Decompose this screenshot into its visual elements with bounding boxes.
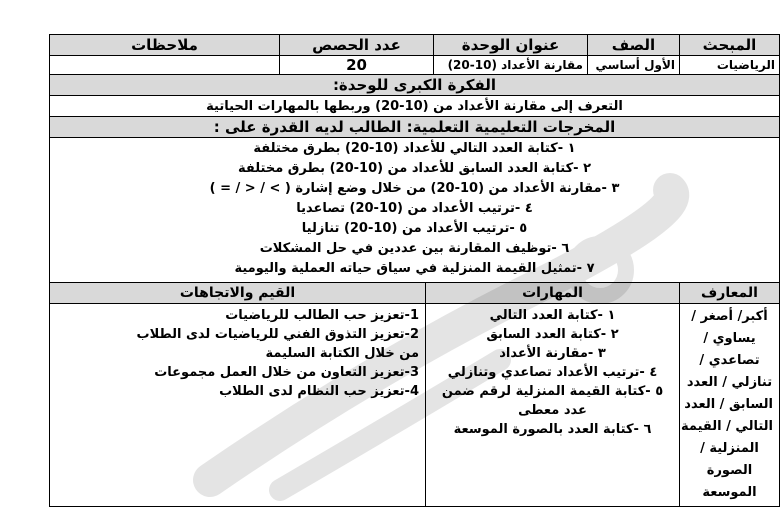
section3-table xyxy=(49,282,780,507)
outcome-item: ٧ -تمثيل القيمة المنزلية في سياق حياته العملية واليومية xyxy=(234,261,595,276)
knowledge-cell xyxy=(680,304,780,507)
values-cell xyxy=(50,304,426,507)
unit-value: مقارنة الأعداد (10-20) xyxy=(434,56,588,75)
knowledge-line: المنزلية / xyxy=(700,441,759,456)
value-line: 2-تعزيز التذوق الفني للرياضيات لدى الطلاب xyxy=(136,327,419,342)
skill-line: عدد معطى xyxy=(518,403,587,418)
grade-value: الأول أساسي xyxy=(588,56,680,75)
notes-value xyxy=(50,56,280,75)
subject-header: المبحث xyxy=(680,35,780,56)
values-header: القيم والاتجاهات xyxy=(50,283,426,304)
grade-header: الصف xyxy=(588,35,680,56)
outcome-item: ٥ -ترتيب الأعداد من (10-20) تنازليا xyxy=(301,221,528,236)
skill-line: ١ -كتابة العدد التالي xyxy=(489,308,616,323)
outcome-item: ٤ -ترتيب الأعداد من (10-20) تصاعديا xyxy=(296,201,533,216)
value-line: من خلال الكتابة السليمة xyxy=(265,346,419,361)
skill-line: ٥ -كتابة القيمة المنزلية لرقم ضمن xyxy=(441,384,664,399)
outcome-item: ٦ -توظيف المقارنة بين عددين في حل المشكلات xyxy=(259,241,570,256)
skills-cell xyxy=(426,304,680,507)
knowledge-header: المعارف xyxy=(680,283,780,304)
periods-value: 20 xyxy=(280,56,434,75)
subject-value: الرياضيات xyxy=(680,56,780,75)
big-idea-text: التعرف إلى مقارنة الأعداد من (10-20) وربطها بالمهارات الحياتية xyxy=(50,96,780,117)
skills-header: المهارات xyxy=(426,283,680,304)
values-row xyxy=(50,56,780,75)
outcomes-list xyxy=(50,138,780,283)
value-line: 3-تعزيز التعاون من خلال العمل مجموعات xyxy=(154,365,419,380)
knowledge-line: الموسعة xyxy=(702,485,757,500)
knowledge-line: السابق / العدد xyxy=(684,397,773,412)
skill-line: ٢ -كتابة العدد السابق xyxy=(486,327,619,342)
skill-line: ٦ -كتابة العدد بالصورة الموسعة xyxy=(453,422,652,437)
notes-header: ملاحظات xyxy=(50,35,280,56)
skill-line: ٤ -ترتيب الأعداد تصاعدي وتنازلي xyxy=(447,365,658,380)
big-idea-title: الفكرة الكبرى للوحدة: xyxy=(50,75,780,96)
skill-line: ٣ -مقارنة الأعداد xyxy=(499,346,606,361)
periods-header: عدد الحصص xyxy=(280,35,434,56)
outcome-item: ١ -كتابة العدد التالي للأعداد (10-20) بطرق مختلفة xyxy=(253,141,576,156)
unit-header: عنوان الوحدة xyxy=(434,35,588,56)
knowledge-line: الصورة xyxy=(706,463,753,478)
knowledge-line: تنازلي / العدد xyxy=(686,375,773,390)
outcome-item: ٣ -مقارنة الأعداد من (10-20) من خلال وضع إشارة ( > / < / = ) xyxy=(209,181,620,196)
outcome-item: ٢ -كتابة العدد السابق للأعداد من (10-20) بطرق مختلفة xyxy=(238,161,591,176)
knowledge-line: تصاعدي / xyxy=(699,353,760,368)
outcomes-title: المخرجات التعليمية التعلمية: الطالب لديه القدرة على : xyxy=(50,117,780,138)
unit-plan-sheet xyxy=(50,34,780,507)
header-row xyxy=(50,35,780,56)
knowledge-line: التالي / القيمة xyxy=(681,419,773,434)
unit-plan-table xyxy=(49,34,780,283)
section3-header-row xyxy=(50,283,780,304)
value-line: 1-تعزيز حب الطالب للرياضيات xyxy=(225,308,419,323)
knowledge-line: أكبر/ أصغر / xyxy=(691,309,768,324)
value-line: 4-تعزيز حب النظام لدى الطلاب xyxy=(219,384,419,399)
knowledge-line: يساوي / xyxy=(703,331,756,346)
